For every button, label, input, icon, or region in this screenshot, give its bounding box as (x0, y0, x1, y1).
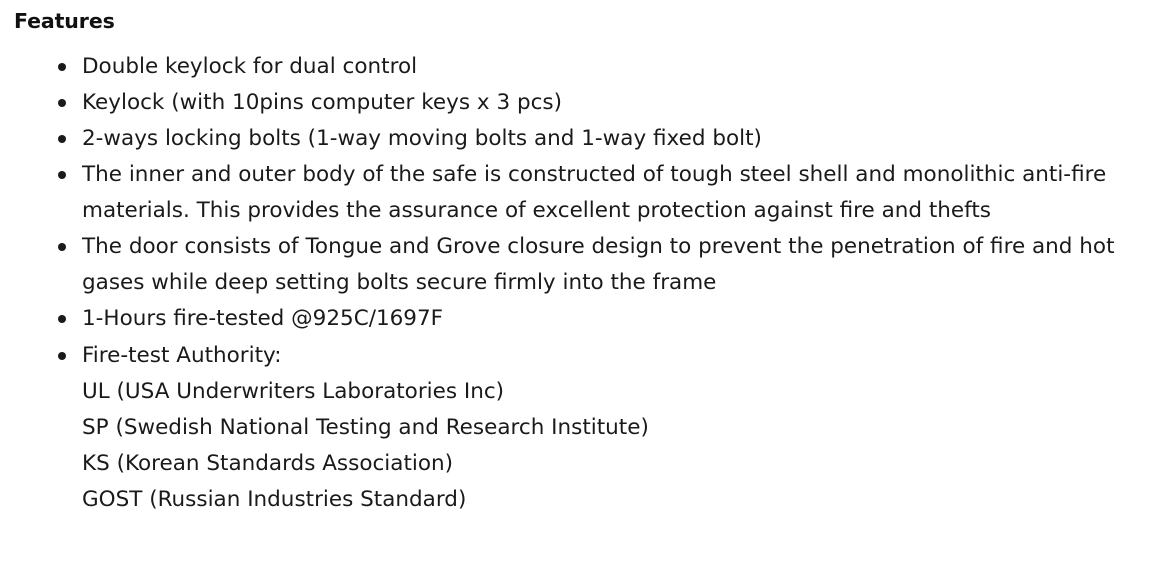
list-item-text: The inner and outer body of the safe is constructed of tough steel shell and monolithic anti-fire materials. This provides the assurance of excellent protection against fire and thefts (82, 161, 1107, 224)
list-item (52, 121, 1147, 157)
sub-list-item: KS (Korean Standards Association) (82, 450, 454, 476)
list-item-text: Fire-test Authority: (82, 342, 282, 368)
sub-list-item: SP (Swedish National Testing and Research Institute) (82, 414, 649, 440)
list-item-text: Double keylock for dual control (82, 53, 418, 79)
list-item-text: The door consists of Tongue and Grove closure design to prevent the penetration of fire and hot gases while deep setting bolts secure firmly into the frame (82, 234, 1115, 296)
list-item (52, 157, 1147, 229)
list-item (52, 338, 1147, 519)
list-item (52, 229, 1147, 301)
list-item-text: 2-ways locking bolts (1-way moving bolts and 1-way fixed bolt) (82, 125, 762, 151)
list-item-text: 1-Hours fire-tested @925C/1697F (82, 306, 444, 332)
sub-list-item: UL (USA Underwriters Laboratories Inc) (82, 378, 505, 404)
list-item (52, 49, 1147, 85)
list-item (52, 301, 1147, 337)
fire-test-authority-sublist (82, 374, 1147, 518)
features-list (14, 49, 1147, 518)
page-title: Features (14, 9, 115, 33)
list-item (52, 85, 1147, 121)
list-item-text: Keylock (with 10pins computer keys x 3 pcs) (82, 89, 563, 115)
sub-list-item: GOST (Russian Industries Standard) (82, 486, 467, 512)
